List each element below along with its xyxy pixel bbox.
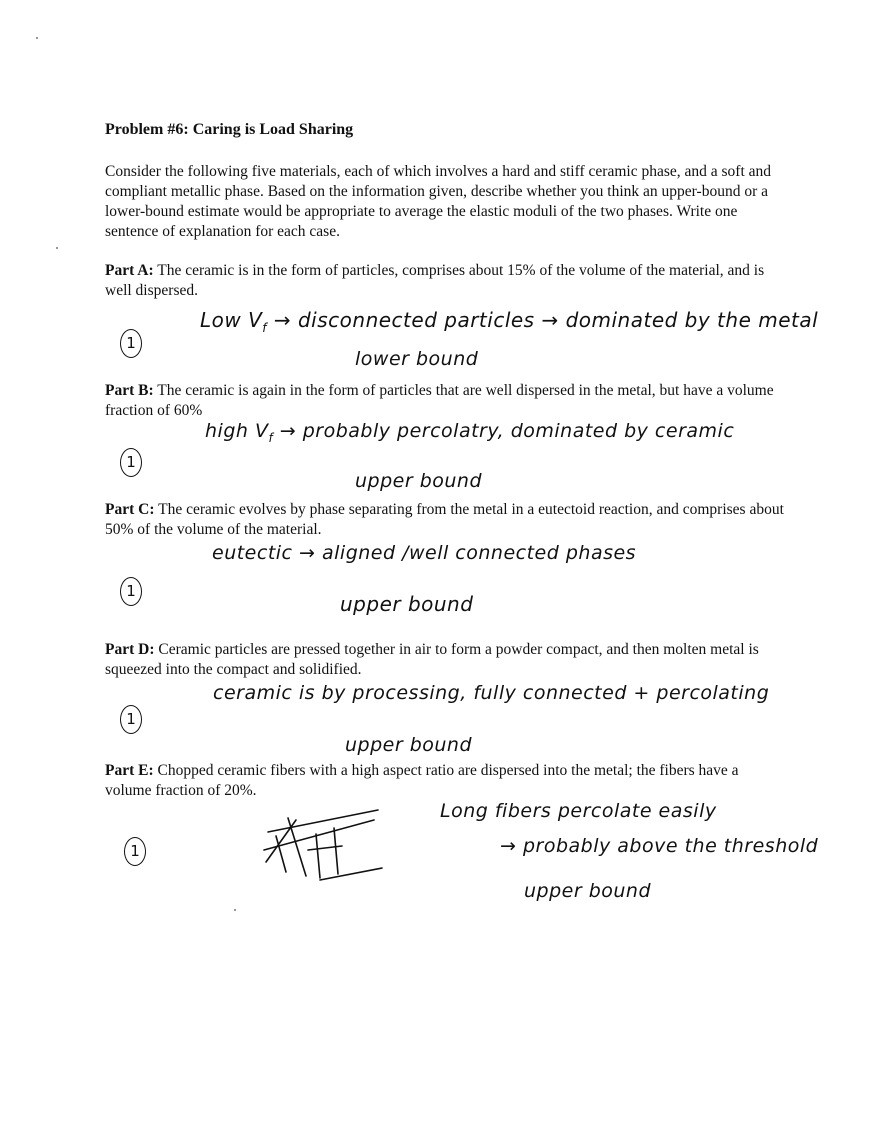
part-b-answer-rest: → probably percolatry, dominated by ceramic — [279, 420, 735, 442]
part-c-text: The ceramic evolves by phase separating from the metal in a eutectoid reaction, and comprises about 50% of the volume of the material. — [105, 501, 784, 538]
part-a-label: Part A: — [105, 262, 154, 279]
part-d-text: Ceramic particles are pressed together in air to form a powder compact, and then molten metal is squeezed into the compact and solidified. — [105, 641, 759, 678]
sketch-fiber — [316, 834, 320, 878]
part-c-answer-line1: eutectic → aligned /well connected phases — [212, 542, 637, 564]
part-d-answer-line2: upper bound — [345, 734, 473, 756]
problem-title: Problem #6: Caring is Load Sharing — [105, 121, 354, 138]
sketch-fiber — [308, 846, 342, 850]
sketch-fiber — [264, 820, 374, 850]
sketch-fiber — [334, 828, 338, 874]
part-d-label: Part D: — [105, 641, 155, 658]
part-a-answer-rest: → disconnected particles → dominated by the metal — [273, 308, 819, 332]
fiber-network-sketch — [258, 806, 388, 886]
part-c-score: 1 — [120, 577, 142, 606]
part-e-question — [105, 761, 785, 801]
part-a-answer-vf: Low V — [200, 308, 263, 332]
part-a-text: The ceramic is in the form of particles, comprises about 15% of the volume of the material, and is well dispersed. — [105, 262, 765, 299]
part-c-question — [105, 500, 785, 540]
part-b-question — [105, 381, 785, 421]
part-a-answer-line1 — [200, 308, 818, 335]
part-b-text: The ceramic is again in the form of particles that are well dispersed in the metal, but have a volume fraction of 60% — [105, 382, 774, 419]
part-b-answer-vf-sub: f — [268, 430, 274, 445]
scan-speck — [234, 909, 236, 911]
part-a-score: 1 — [120, 329, 142, 358]
part-c-label: Part C: — [105, 501, 155, 518]
part-e-answer-line1: Long fibers percolate easily — [440, 800, 717, 822]
part-a-answer-vf-sub: f — [262, 321, 268, 335]
part-d-answer-line1: ceramic is by processing, fully connected + percolating — [213, 682, 770, 704]
part-b-answer-vf: high V — [205, 420, 269, 442]
part-d-question — [105, 640, 785, 680]
part-b-score: 1 — [120, 448, 142, 477]
scan-speck — [56, 247, 58, 249]
part-a-answer-line2: lower bound — [355, 348, 479, 370]
part-e-score: 1 — [124, 837, 146, 866]
part-b-label: Part B: — [105, 382, 154, 399]
part-e-answer-line3: upper bound — [524, 880, 652, 902]
part-d-score: 1 — [120, 705, 142, 734]
sketch-fiber — [320, 868, 382, 880]
part-b-answer-line2: upper bound — [355, 470, 483, 492]
scan-speck — [36, 37, 38, 39]
part-b-answer-line1 — [205, 420, 734, 445]
part-c-answer-line2: upper bound — [340, 592, 474, 616]
problem-intro: Consider the following five materials, each of which involves a hard and stiff ceramic phase, and a soft and compliant metallic phase. Based on the information given, describe whether you think an upper-bound or a lower-bound estimate would be appropriate to average the elastic moduli of the two phases. Write one sentence of explanation for each case. — [105, 163, 772, 240]
part-e-answer-line2: → probably above the threshold — [500, 835, 819, 857]
sketch-fiber — [268, 810, 378, 832]
part-e-label: Part E: — [105, 762, 154, 779]
part-a-question — [105, 261, 785, 301]
part-e-text: Chopped ceramic fibers with a high aspect ratio are dispersed into the metal; the fibers have a volume fraction of 20%. — [105, 762, 739, 799]
